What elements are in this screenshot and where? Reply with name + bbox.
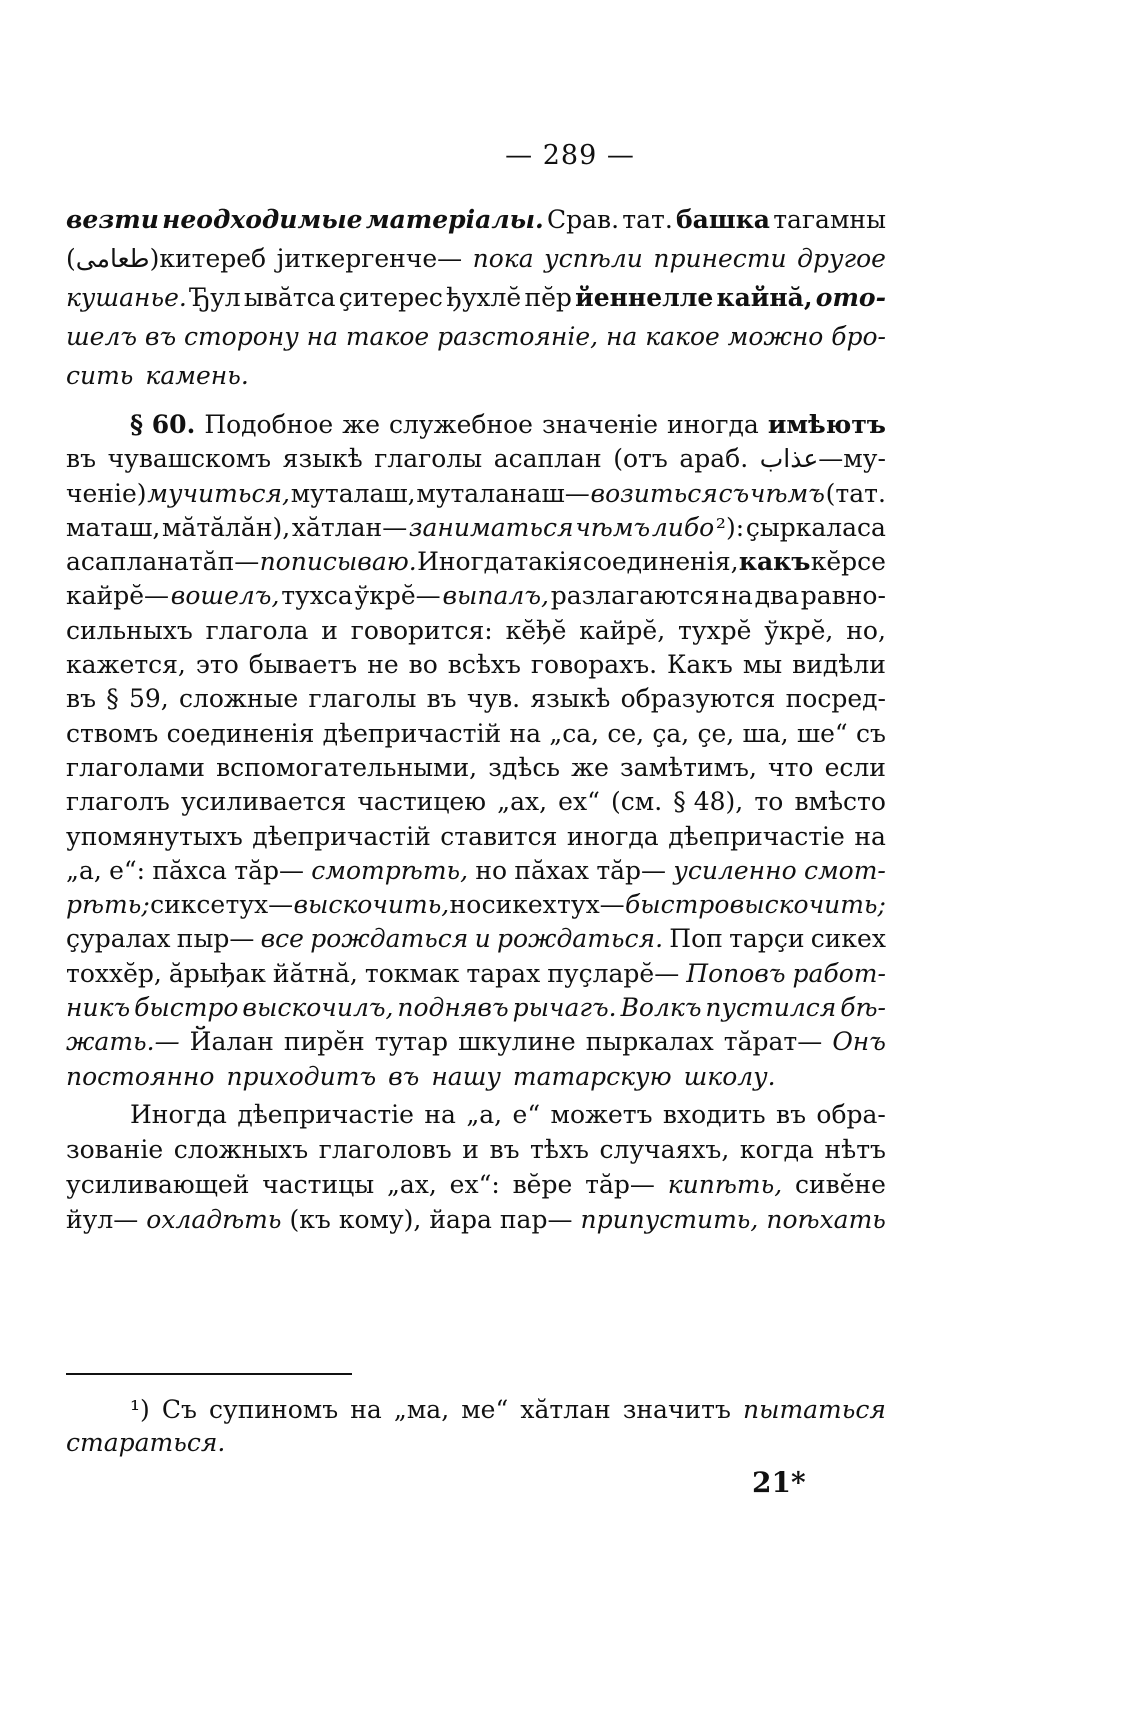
word: § 60. [130,410,196,439]
word: тӑр— [596,855,667,885]
word: приходитъ [226,1061,377,1091]
word: посред- [785,684,886,714]
word: мучиться, [147,478,290,508]
text-line [66,442,886,476]
word: не [367,650,399,680]
word: ме“ [461,1395,509,1424]
word: Поп [669,924,723,954]
word: пыр— [176,924,255,954]
word: выпалъ, [442,581,549,611]
word: здѣсь [488,752,560,782]
word: кӗрсе [810,547,886,577]
word: нашу [431,1061,501,1091]
word: принести [653,244,787,273]
word: пустился [705,993,837,1023]
word: кипѣть, [667,1170,783,1199]
word: и [321,615,338,645]
word: пӑхах [514,855,590,885]
text-line [66,408,886,442]
text-line [66,278,886,317]
word: это [195,650,239,680]
word: чѣмъ [575,512,651,542]
word: ӑрыђак [168,958,266,988]
word: токмак [364,958,460,988]
word: ывӑтса [243,283,336,312]
word: шелъ [66,322,138,351]
text-line [66,751,886,785]
word: глаголами [66,752,205,782]
word: жать.— [66,1027,180,1057]
text-line [66,200,886,239]
word: вмѣсто [794,787,886,817]
word: дѣепричастій [252,821,431,851]
word: сложныхъ [173,1135,309,1164]
word: соединенія, [582,547,739,577]
word: частицею [357,787,486,817]
word: когда [739,1135,814,1164]
word: сикех [810,924,886,954]
word: и [474,924,491,954]
word: тарҫи [729,924,805,954]
word: Йалан [189,1027,274,1057]
word: рождаться [310,924,469,954]
word: тухрӗ [678,615,752,645]
word: пӗр [524,283,572,312]
text-line [66,820,886,854]
word: постоянно [66,1061,215,1091]
word: عذاب—му- [759,444,886,474]
word: араб. [679,444,749,474]
word: ша, [742,718,789,748]
word: языкѣ [282,444,363,474]
word: вспомогательными, [216,752,478,782]
word: § [106,684,119,714]
word: кайнӑ, [716,283,813,312]
word: но [449,890,482,920]
word: „ах, [386,1170,437,1199]
word: сить [66,361,134,390]
word: неодходимые [162,205,363,234]
text-line [66,317,886,356]
word: башка [676,205,770,234]
word: и [462,1135,479,1164]
text-line [66,1167,886,1202]
word: йӑтнӑ, [272,958,358,988]
word: разлагаются [550,581,720,611]
word: чувашскомъ [107,444,272,474]
word: что [768,752,814,782]
word: глаголы [308,684,417,714]
word: Онъ [832,1027,886,1057]
word: значеніе [542,410,658,439]
word: Волкъ [620,993,702,1023]
word: тӑр— [585,1170,655,1199]
word: тухса [281,581,353,611]
word: говорахъ. [530,650,658,680]
word: вӗре [512,1170,573,1199]
word: ђухлӗ [446,283,522,312]
word: всѣхъ [447,650,521,680]
word: (طعامی)китереб [66,244,267,273]
word: никъ [66,993,131,1023]
word: какое [645,322,720,351]
word: 59, [128,684,169,714]
paragraph-section-60 [66,408,886,1094]
word: (тат. [825,478,886,508]
word: припустить, [580,1205,759,1234]
word: въ [776,1100,807,1129]
text-line [66,239,886,278]
word: кушанье. [66,283,187,312]
word: кайрӗ— [66,581,169,611]
word: служебное [389,410,533,439]
word: тѣхъ [530,1135,589,1164]
word: быстро [624,890,730,920]
word: кому), [338,1205,422,1234]
word: (см. [611,787,663,817]
word: мы [742,650,783,680]
word: но [475,855,508,885]
word: тутар [374,1027,449,1057]
text-line [66,682,886,716]
word: „ма, [393,1395,450,1424]
word: бываетъ [248,650,358,680]
word: работ- [792,958,886,988]
word: смот- [803,855,886,885]
word: заниматься [408,512,574,542]
word: школу. [683,1061,776,1091]
word: значитъ [622,1395,731,1424]
word: тат. [622,205,673,234]
word: камень. [145,361,249,390]
word: глаголъ [66,787,170,817]
word: Съ [161,1395,197,1424]
text-line [66,1132,886,1167]
word: иногда [667,410,759,439]
footnote-divider [66,1373,352,1375]
word: Иногда [417,547,514,577]
word: сильныхъ [66,615,193,645]
word: ¹) [130,1395,150,1424]
word: пирӗн [283,1027,365,1057]
word: § 48), [673,787,744,817]
text-line [66,1426,886,1459]
text-line [66,1060,886,1094]
word: дѣепричастіе [668,821,845,851]
word: говорится: [350,615,493,645]
word: пока [472,244,534,273]
word: асаплан [493,444,602,474]
word: тагамны [773,205,886,234]
word: въ [144,322,177,351]
word: соединенія [166,718,315,748]
word: супиномъ [209,1395,339,1424]
word: стараться. [66,1428,226,1457]
word: рычагъ. [512,993,617,1023]
word: е“ [512,1100,541,1129]
word: „са, [549,718,600,748]
word: ²): [715,512,745,542]
word: ставится [440,821,558,851]
text-line [66,614,886,648]
word: матеріалы. [365,205,544,234]
word: въ [66,684,96,714]
word: упомянутыхъ [66,821,243,851]
word: поѣхать [766,1205,886,1234]
word: глаголы [374,444,483,474]
word: ўкрӗ, [764,615,834,645]
word: то [754,787,784,817]
text-line [66,477,886,511]
word: въ [489,1135,520,1164]
word: на [605,322,638,351]
word: два [754,581,799,611]
word: въ [66,444,96,474]
word: языкѣ [530,684,611,714]
word: ҫе, [697,718,735,748]
word: кӗђӗ [505,615,567,645]
word: мӑтӑлӑн), [161,512,291,542]
word: „ах, [497,787,548,817]
signature-mark: 21* [752,1466,806,1499]
text-line [66,579,886,613]
word: сложные [179,684,299,714]
word: муталаш, [290,478,416,508]
word: сикех [481,890,557,920]
word: выскочить; [729,890,886,920]
word: пӑхса [152,855,227,885]
word: асапланатӑп— [66,547,260,577]
word: ех“: [449,1170,500,1199]
word: бѣ- [840,993,886,1023]
word: ҫитерес [338,283,443,312]
word: во [408,650,438,680]
word: ото- [815,283,886,312]
word: поднявъ [397,993,509,1023]
word: образуются [620,684,776,714]
word: съ [855,718,886,748]
word: другое [797,244,886,273]
paragraph-continuation [66,200,886,395]
word: нѣтъ [824,1135,886,1164]
word: выскочить, [293,890,450,920]
word: дѣепричастіе [237,1100,414,1129]
word: же [342,410,380,439]
word: ченіе) [66,478,147,508]
word: глаголовъ [318,1135,452,1164]
word: пар— [499,1205,573,1234]
text-line [66,1097,886,1132]
word: муталанаш— [416,478,590,508]
word: пуҫларӗ— [547,958,680,988]
word: усиливается [180,787,347,817]
word: йара [429,1205,492,1234]
word: ўкрӗ— [354,581,441,611]
word: вошелъ, [170,581,280,611]
text-line [66,1025,886,1059]
word: на [854,821,886,851]
word: выскочилъ, [242,993,394,1023]
word: случаяхъ, [599,1135,730,1164]
word: возиться [590,478,718,508]
text-line [66,922,886,956]
text-line [66,957,886,991]
word: е“: [109,855,146,885]
word: обра- [816,1100,886,1129]
word: бро- [831,322,886,351]
text-line [66,785,886,819]
word: усиленно [673,855,797,885]
word: можно [727,322,824,351]
word: иногда [566,821,659,851]
word: „а, [66,855,102,885]
word: либо [651,512,715,542]
paragraph-participle [66,1097,886,1237]
word: кажется, [66,650,186,680]
word: рождаться. [496,924,664,954]
word: усиливающей [66,1170,250,1199]
word: хӑтлан [520,1395,611,1424]
word: ех“ [558,787,600,817]
word: успѣли [544,244,643,273]
text-line [66,356,886,395]
page-number-header: — 289 — [505,140,635,171]
text-line [66,888,886,922]
word: Ђул [190,283,241,312]
word: видѣли [792,650,886,680]
word: частицы [262,1170,375,1199]
text-line [66,854,886,888]
word: въ [388,1061,420,1091]
word: входить [662,1100,766,1129]
word: но, [846,615,886,645]
word: пописываю. [259,547,417,577]
word: такое [345,322,430,351]
word: Иногда [130,1100,227,1129]
word: „а, [466,1100,503,1129]
word: на [350,1395,382,1424]
word: на [306,322,338,351]
word: зованіе [66,1135,164,1164]
text-line [66,511,886,545]
word: тарах [466,958,541,988]
word: jиткергенче— [276,244,463,273]
word: на [509,718,541,748]
word: охладѣть [146,1205,282,1234]
text-line [66,545,886,579]
footnote [66,1393,886,1459]
word: быстро [134,993,239,1023]
word: сторону [183,322,299,351]
word: сиксе [150,890,226,920]
word: се, [607,718,645,748]
word: маташ, [66,512,161,542]
word: ствомъ [66,718,159,748]
word: дѣепричастій [322,718,502,748]
word: ҫыркаласа [745,512,886,542]
word: если [824,752,886,782]
text-line [66,1202,886,1237]
word: пыркалах [585,1027,714,1057]
word: тӑр— [234,855,304,885]
word: можетъ [550,1100,653,1129]
word: тоххӗр, [66,958,162,988]
word: йеннелле [575,283,714,312]
word: ҫа, [652,718,690,748]
word: кайрӗ, [579,615,666,645]
word: все [260,924,304,954]
word: татарскую [512,1061,672,1091]
word: съ [718,478,750,508]
word: Срав. [546,205,620,234]
word: ҫуралах [66,924,171,954]
text-line [66,991,886,1025]
word: же [571,752,609,782]
word: тух— [557,890,625,920]
word: равно- [800,581,886,611]
word: (отъ [613,444,668,474]
text-line [66,648,886,682]
word: Подобное [204,410,334,439]
word: на [721,581,753,611]
word: чув. [466,684,521,714]
word: йул— [66,1205,139,1234]
word: въ [426,684,457,714]
word: ше“ [796,718,848,748]
word: сивӗне [794,1170,886,1199]
word: Поповъ [686,958,786,988]
word: шкулине [458,1027,576,1057]
word: разстояніе, [437,322,599,351]
word: на [424,1100,456,1129]
word: чѣмъ [749,478,825,508]
text-line [66,1393,886,1426]
word: хӑтлан— [291,512,408,542]
word: тӑрат— [723,1027,823,1057]
word: глагола [205,615,309,645]
word: какъ [738,547,811,577]
word: смотрѣть, [311,855,469,885]
word: тух— [225,890,294,920]
text-line [66,717,886,751]
word: имѣютъ [767,410,886,439]
word: (къ [289,1205,331,1234]
word: пытаться [742,1395,886,1424]
word: рѣть; [66,890,150,920]
word: такія [514,547,583,577]
word: замѣтимъ, [620,752,757,782]
word: Какъ [667,650,733,680]
word: везти [66,205,159,234]
